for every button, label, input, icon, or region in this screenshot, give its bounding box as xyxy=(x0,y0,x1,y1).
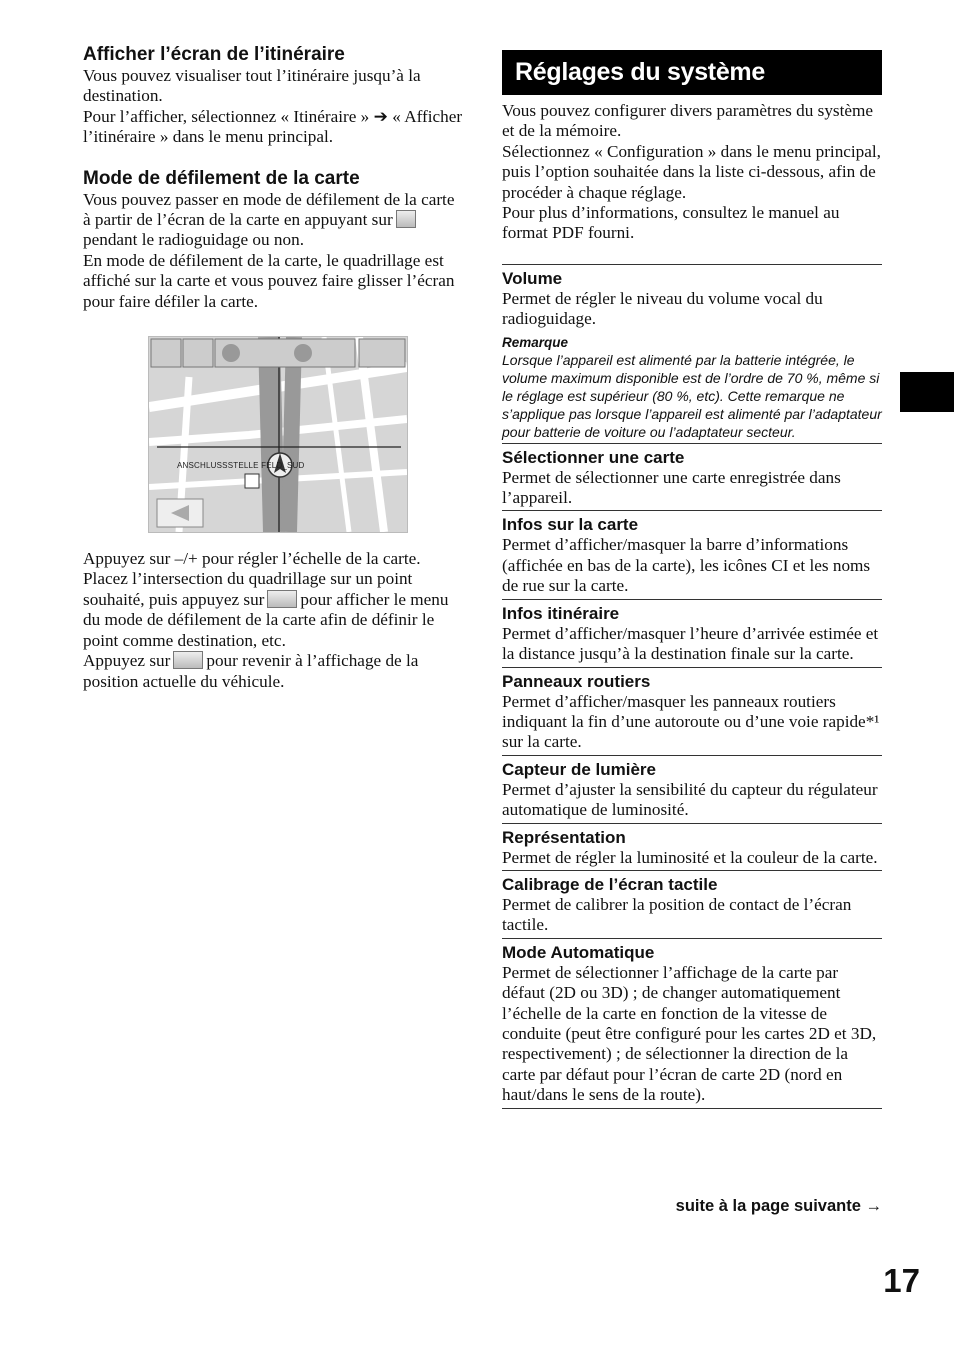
entry-light-sensor xyxy=(502,755,882,823)
entry-auto-mode xyxy=(502,938,882,1109)
entry-body: Permet de sélectionner l’affichage de la carte par défaut (2D ou 3D) ; de changer automatiquement l’échelle de la carte en fonction de la vitesse de conduite (peut être configuré pour les cartes 2D et 3D, respectivement) ; de sélectionner la direction de la carte par défaut pour l’écran de carte 2D (nord en haut/dans le sens de la route). xyxy=(502,962,877,1105)
intro xyxy=(502,101,882,244)
intersection-text-b: pour afficher le menu du mode de défilement de la carte afin de définir le point comme destination, etc. xyxy=(83,589,449,650)
entry-body: Permet d’afficher/masquer la barre d’informations (affichée en bas de la carte), les icônes CI et les noms de rue sur la carte. xyxy=(502,535,871,596)
entry-route-info xyxy=(502,599,882,667)
map-street-label: ANSCHLUSSSTELLE FELD_SUD xyxy=(177,461,305,471)
entry-display xyxy=(502,823,882,870)
settings-list xyxy=(502,264,882,1109)
entry-title: Représentation xyxy=(502,827,626,847)
scroll-mode-text-a: Vous pouvez passer en mode de défilement de la carte à partir de l’écran de la carte en appuyant sur xyxy=(83,189,455,230)
left-column xyxy=(83,44,465,692)
entry-title: Capteur de lumière xyxy=(502,759,656,779)
scale-instruction: Appuyez sur –/+ pour régler l’échelle de la carte. xyxy=(83,549,421,569)
entry-body: Permet de régler la luminosité et la couleur de la carte. xyxy=(502,847,878,867)
entry-title: Volume xyxy=(502,268,563,288)
entry-title: Mode Automatique xyxy=(502,942,655,962)
intro-1: Vous pouvez configurer divers paramètres du système et de la mémoire. xyxy=(502,101,874,141)
section-title-scroll-mode: Mode de défilement de la carte xyxy=(83,167,360,189)
entry-body: Permet de sélectionner une carte enregistrée dans l’appareil. xyxy=(502,467,841,508)
itinerary-body-1: Vous pouvez visualiser tout l’itinéraire jusqu’à la destination. xyxy=(83,66,421,106)
entry-title: Infos sur la carte xyxy=(502,515,639,535)
vehicle-position-icon xyxy=(173,651,203,669)
entry-body: Permet d’afficher/masquer les panneaux routiers indiquant la fin d’une autoroute ou d’une voie rapide*¹ sur la carte. xyxy=(502,691,880,752)
flag-menu-icon xyxy=(267,590,297,608)
section-banner xyxy=(502,50,882,95)
return-text-b: pour revenir à l’affichage de la position actuelle du véhicule. xyxy=(83,651,419,691)
itinerary-body-2: Pour l’afficher, sélectionnez « Itinéraire » ➔ « Afficher l’itinéraire » dans le menu principal. xyxy=(83,106,463,147)
intersection-text-a: Placez l’intersection du quadrillage sur un point souhaité, puis appuyez sur xyxy=(83,569,413,609)
scroll-mode-text-b: pendant le radioguidage ou non. xyxy=(83,230,304,250)
scroll-mode-body-1 xyxy=(83,190,465,251)
page-number: 17 xyxy=(883,1262,920,1299)
intersection-instruction xyxy=(83,569,465,651)
scroll-mode-body-2: En mode de défilement de la carte, le quadrillage est affiché sur la carte et vous pouvez faire glisser l’écran pour faire défiler la carte. xyxy=(83,250,455,311)
entry-road-signs xyxy=(502,667,882,755)
entry-title: Panneaux routiers xyxy=(502,671,651,691)
entry-volume xyxy=(502,264,882,443)
entry-title: Calibrage de l’écran tactile xyxy=(502,874,718,894)
entry-map-info xyxy=(502,510,882,598)
remark-body: Lorsque l’appareil est alimenté par la batterie intégrée, le volume maximum disponible est de l’ordre de 70 %, même si le réglage est supérieur (80 %, etc). Cette remarque ne s’applique pas lorsque l’appareil est alimenté par l’adaptateur pour batterie de voiture ou l’adaptateur secteur. xyxy=(502,351,882,440)
banner-title: Réglages du système xyxy=(515,58,765,86)
map-graphic xyxy=(149,337,407,532)
entry-title: Infos itinéraire xyxy=(502,603,620,623)
entry-touch-calibration xyxy=(502,870,882,938)
intro-2: Sélectionnez « Configuration » dans le menu principal, puis l’option souhaitée dans la liste ci-dessous, afin de procéder à chaque réglage. xyxy=(502,141,881,202)
entry-title: Sélectionner une carte xyxy=(502,447,685,467)
intro-3: Pour plus d’informations, consultez le manuel au format PDF fourni. xyxy=(502,203,840,243)
entry-select-map xyxy=(502,443,882,511)
continued-note: suite à la page suivante → xyxy=(675,1197,882,1215)
map-screenshot xyxy=(148,336,408,533)
entry-body: Permet d’afficher/masquer l’heure d’arrivée estimée et la distance jusqu’à la destination finale sur la carte. xyxy=(502,623,879,664)
remark-title: Remarque xyxy=(502,334,569,350)
return-text-a: Appuyez sur xyxy=(83,651,171,671)
chapter-tab xyxy=(900,372,954,412)
scroll-mode-icon xyxy=(396,210,416,228)
section-title-itinerary: Afficher l’écran de l’itinéraire xyxy=(83,44,345,65)
right-column xyxy=(502,50,882,1109)
entry-body: Permet de régler le niveau du volume vocal du radioguidage. xyxy=(502,288,823,329)
entry-body: Permet d’ajuster la sensibilité du capteur du régulateur automatique de luminosité. xyxy=(502,779,878,820)
entry-body: Permet de calibrer la position de contact de l’écran tactile. xyxy=(502,894,852,935)
return-instruction xyxy=(83,651,465,692)
